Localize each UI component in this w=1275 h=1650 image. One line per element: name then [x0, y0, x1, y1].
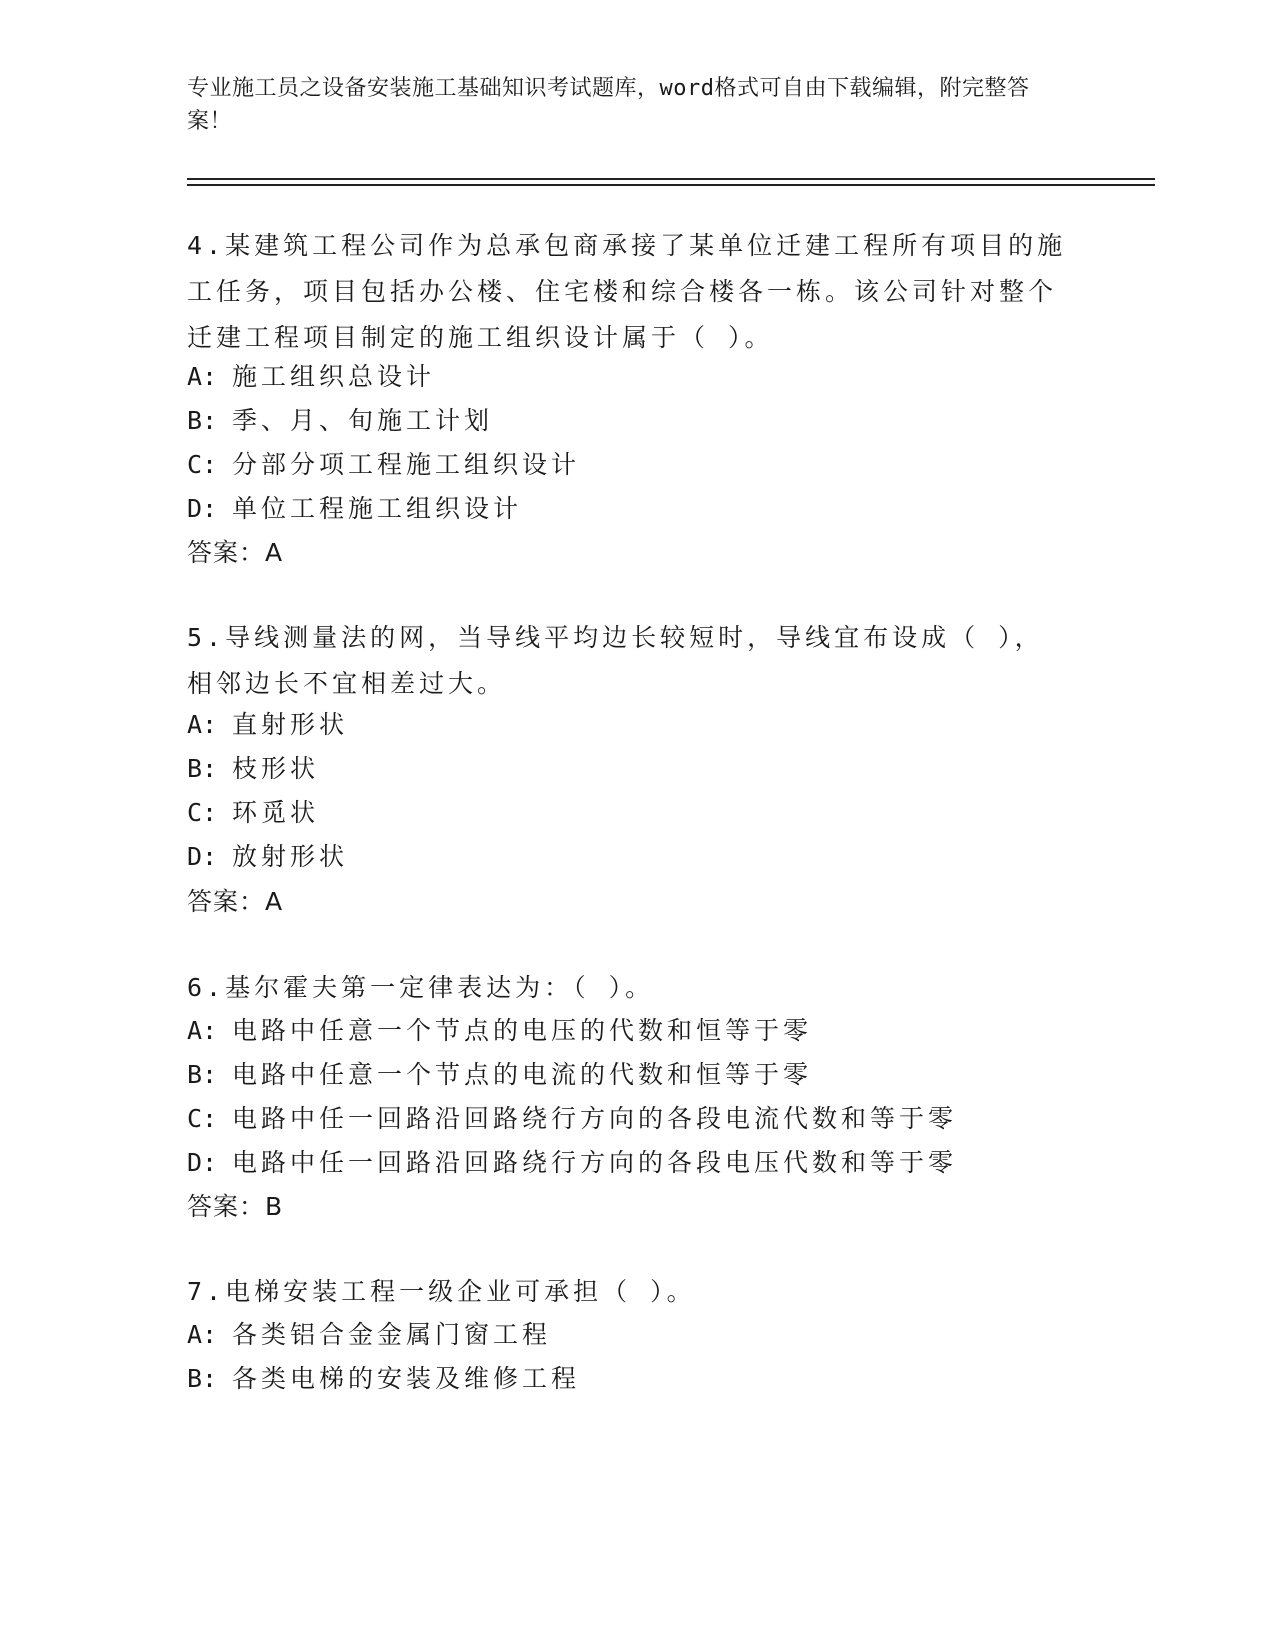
option-text: 放射形状 [232, 842, 349, 871]
option-key: D: [187, 1148, 218, 1177]
option-text: 各类铝合金金属门窗工程 [232, 1320, 552, 1349]
question-5-option-c [187, 798, 319, 828]
question-6-option-b [187, 1060, 812, 1090]
option-text: 电路中任意一个节点的电压的代数和恒等于零 [232, 1016, 813, 1045]
option-text: 直射形状 [232, 710, 349, 739]
question-5-option-d [187, 842, 348, 872]
option-text: 季、月、旬施工计划 [232, 406, 494, 435]
question-5-answer: 答案：A [187, 887, 284, 916]
option-key: D: [187, 842, 218, 871]
option-key: A: [187, 1320, 218, 1349]
question-6-option-d [187, 1148, 957, 1178]
question-4-stem: 4.某建筑工程公司作为总承包商承接了某单位迁建工程所有项目的施工任务，项目包括办公楼、住宅楼和综合楼各一栋。该公司针对整个迁建工程项目制定的施工组织设计属于（ ）。 [187, 231, 1067, 352]
option-key: A: [187, 362, 218, 391]
question-6-answer: 答案：B [187, 1192, 284, 1221]
option-key: A: [187, 1016, 218, 1045]
option-text: 各类电梯的安装及维修工程 [232, 1364, 581, 1393]
option-key: B: [187, 406, 218, 435]
question-7-option-b [187, 1364, 580, 1394]
option-key: B: [187, 1364, 218, 1393]
question-5-option-b [187, 754, 319, 784]
option-text: 枝形状 [232, 754, 320, 783]
question-6-option-c [187, 1104, 957, 1134]
question-4-option-b [187, 406, 493, 436]
question-4-option-a [187, 362, 435, 392]
question-5-option-a [187, 710, 348, 740]
option-key: B: [187, 1060, 218, 1089]
question-6-option-a [187, 1016, 812, 1046]
question-7-stem: 7.电梯安装工程一级企业可承担（ ）。 [187, 1277, 696, 1306]
option-text: 环觅状 [232, 798, 320, 827]
option-key: D: [187, 494, 218, 523]
option-key: B: [187, 754, 218, 783]
question-4-answer: 答案：A [187, 538, 284, 567]
option-key: C: [187, 450, 218, 479]
question-4-option-d [187, 494, 522, 524]
option-text: 电路中任一回路沿回路绕行方向的各段电流代数和等于零 [232, 1104, 958, 1133]
option-text: 分部分项工程施工组织设计 [232, 450, 581, 479]
header-divider-top [187, 178, 1155, 180]
question-7-option-a [187, 1320, 551, 1350]
question-4-option-c [187, 450, 580, 480]
option-key: C: [187, 798, 218, 827]
option-text: 施工组织总设计 [232, 362, 436, 391]
option-key: A: [187, 710, 218, 739]
header-divider-bottom [187, 184, 1155, 186]
option-text: 单位工程施工组织设计 [232, 494, 523, 523]
question-5-stem: 5.导线测量法的网，当导线平均边长较短时，导线宜布设成（ ），相邻边长不宜相差过大。 [187, 623, 1044, 698]
question-6-stem: 6.基尔霍夫第一定律表达为：（ ）。 [187, 973, 655, 1002]
option-text: 电路中任一回路沿回路绕行方向的各段电压代数和等于零 [232, 1148, 958, 1177]
document-header: 专业施工员之设备安装施工基础知识考试题库，word格式可自由下载编辑，附完整答案！ [187, 76, 1030, 134]
option-key: C: [187, 1104, 218, 1133]
option-text: 电路中任意一个节点的电流的代数和恒等于零 [232, 1060, 813, 1089]
